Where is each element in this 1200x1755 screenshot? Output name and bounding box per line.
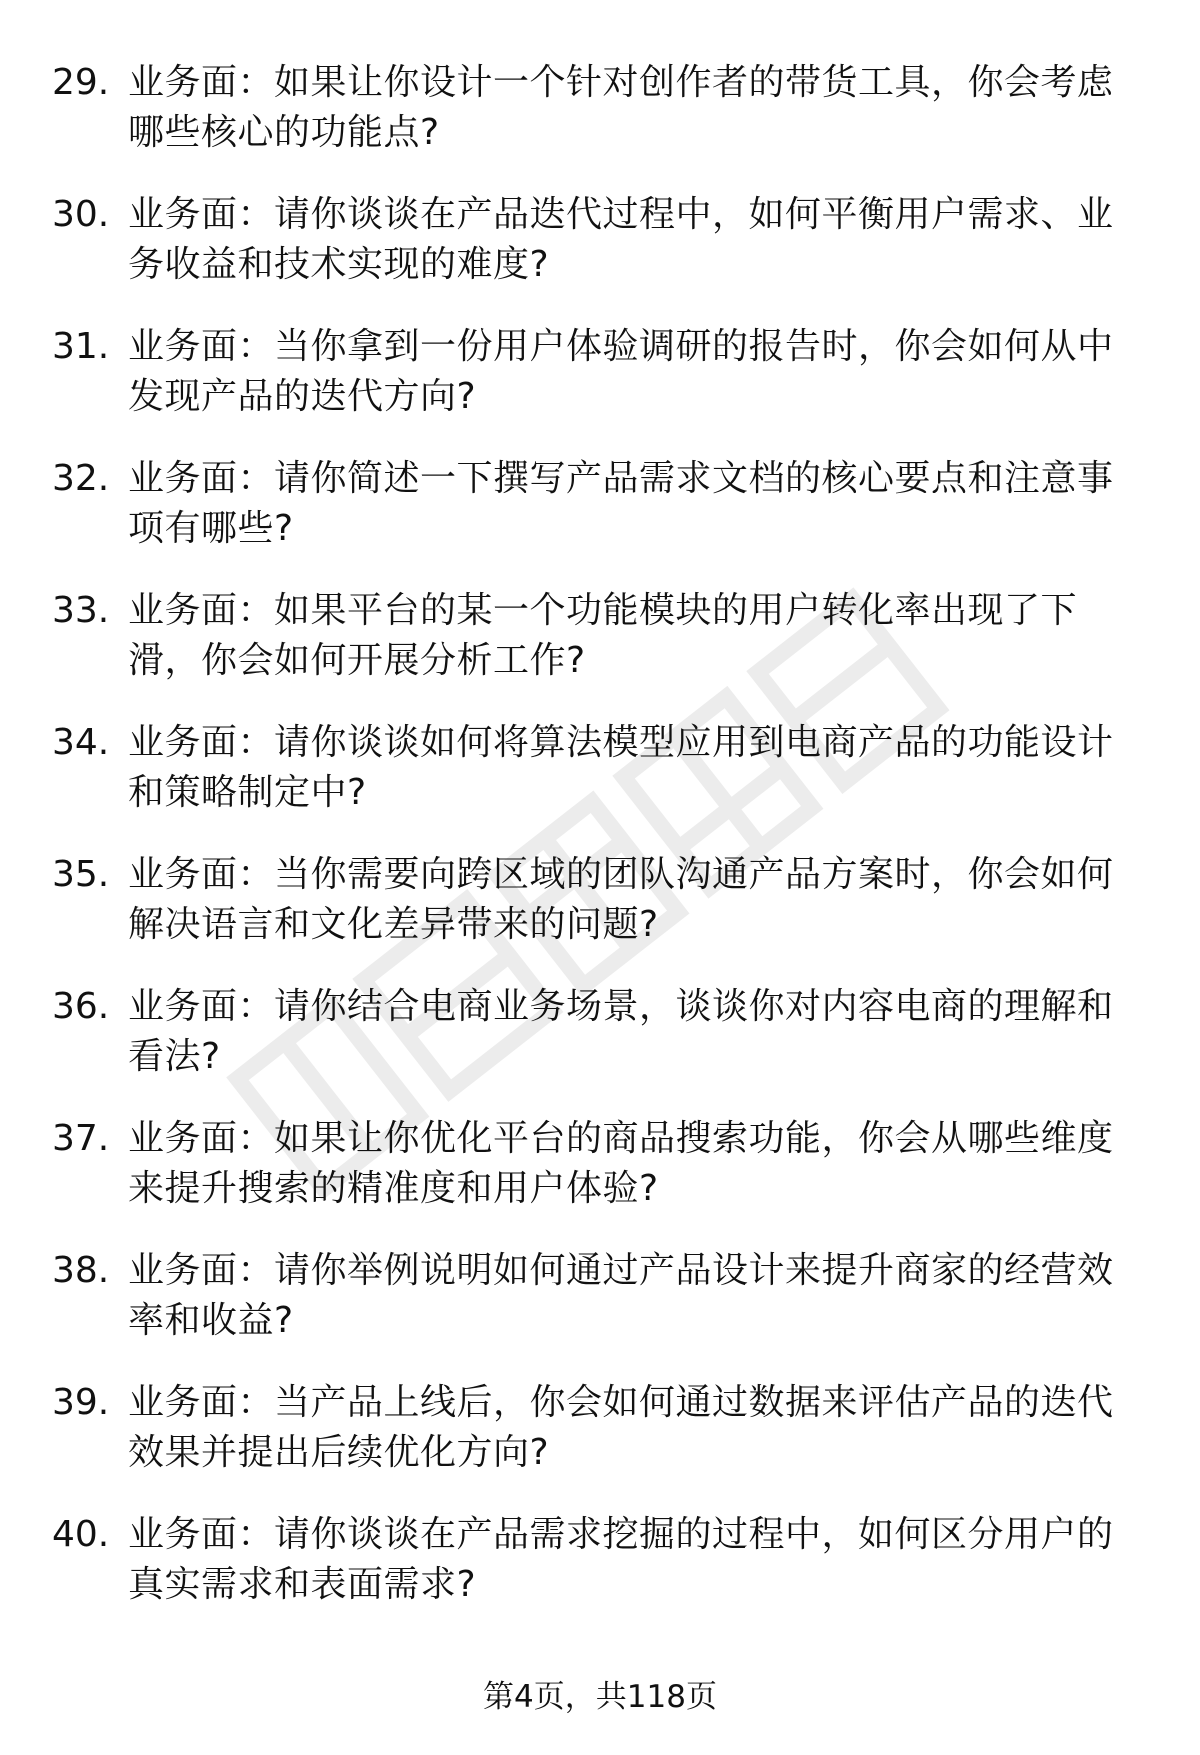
list-item bbox=[52, 58, 1142, 190]
question-number: 29. bbox=[52, 62, 110, 103]
question-number: 33. bbox=[52, 590, 110, 631]
question-text: 业务面：请你举例说明如何通过产品设计来提升商家的经营效率和收益? bbox=[128, 1250, 1114, 1341]
question-number: 40. bbox=[52, 1514, 110, 1555]
question-text: 业务面：请你谈谈如何将算法模型应用到电商产品的功能设计和策略制定中? bbox=[128, 722, 1114, 813]
question-text: 业务面：如果让你优化平台的商品搜索功能，你会从哪些维度来提升搜索的精准度和用户体验? bbox=[128, 1118, 1114, 1209]
page-footer: 第4页，共118页 bbox=[483, 1679, 717, 1715]
list-item bbox=[52, 1510, 1142, 1642]
question-text: 业务面：当你需要向跨区域的团队沟通产品方案时，你会如何解决语言和文化差异带来的问题? bbox=[128, 854, 1114, 945]
question-number: 31. bbox=[52, 326, 110, 367]
question-text: 业务面：请你谈谈在产品需求挖掘的过程中，如何区分用户的真实需求和表面需求? bbox=[128, 1514, 1114, 1605]
question-list bbox=[52, 58, 1142, 1642]
list-item bbox=[52, 850, 1142, 982]
question-text: 业务面：如果平台的某一个功能模块的用户转化率出现了下滑，你会如何开展分析工作? bbox=[128, 590, 1078, 681]
question-text: 业务面：如果让你设计一个针对创作者的带货工具，你会考虑哪些核心的功能点? bbox=[128, 62, 1114, 153]
list-item bbox=[52, 322, 1142, 454]
question-number: 37. bbox=[52, 1118, 110, 1159]
list-item bbox=[52, 1378, 1142, 1510]
question-number: 35. bbox=[52, 854, 110, 895]
question-text: 业务面：请你结合电商业务场景，谈谈你对内容电商的理解和看法? bbox=[128, 986, 1114, 1077]
question-number: 39. bbox=[52, 1382, 110, 1423]
question-text: 业务面：请你简述一下撰写产品需求文档的核心要点和注意事项有哪些? bbox=[128, 458, 1114, 549]
list-item bbox=[52, 1114, 1142, 1246]
list-item bbox=[52, 586, 1142, 718]
list-item bbox=[52, 1246, 1142, 1378]
question-number: 32. bbox=[52, 458, 110, 499]
question-text: 业务面：请你谈谈在产品迭代过程中，如何平衡用户需求、业务收益和技术实现的难度? bbox=[128, 194, 1114, 285]
question-text: 业务面：当你拿到一份用户体验调研的报告时，你会如何从中发现产品的迭代方向? bbox=[128, 326, 1114, 417]
question-number: 36. bbox=[52, 986, 110, 1027]
question-number: 30. bbox=[52, 194, 110, 235]
list-item bbox=[52, 982, 1142, 1114]
question-number: 38. bbox=[52, 1250, 110, 1291]
list-item bbox=[52, 454, 1142, 586]
list-item bbox=[52, 190, 1142, 322]
question-text: 业务面：当产品上线后，你会如何通过数据来评估产品的迭代效果并提出后续优化方向? bbox=[128, 1382, 1114, 1473]
question-number: 34. bbox=[52, 722, 110, 763]
list-item bbox=[52, 718, 1142, 850]
